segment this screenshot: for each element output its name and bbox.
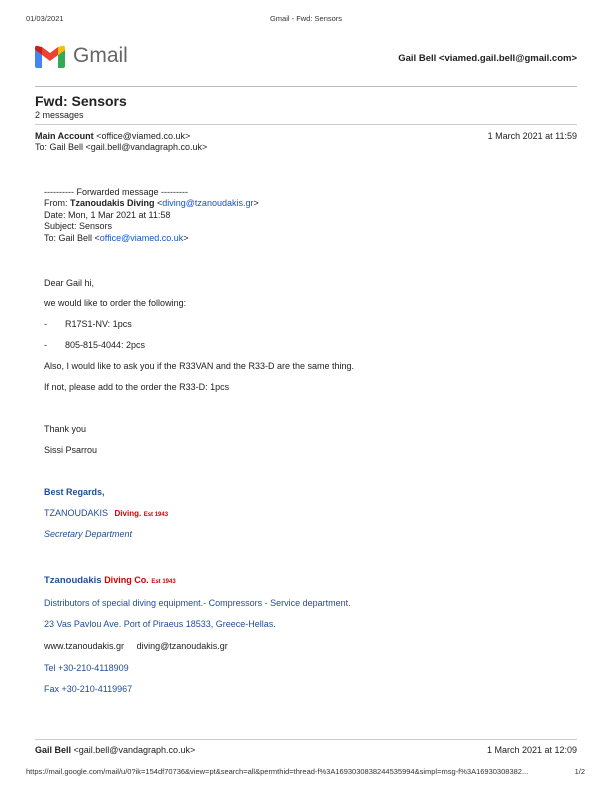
sender-name: Gail Bell (35, 745, 72, 755)
company-fax: Fax +30-210-4119967 (44, 684, 133, 694)
company-tel: Tel +30-210-4118909 (44, 663, 129, 673)
subject-divider (35, 124, 577, 125)
message-divider (35, 739, 577, 740)
company-heading-name: Tzanoudakis (44, 575, 102, 586)
sender-email[interactable]: <office@viamed.co.uk> (96, 131, 191, 141)
company-address: 23 Vas Pavlou Ave. Port of Piraeus 18533, Greece-Hellas. (44, 619, 276, 629)
forward-from-email-link[interactable]: diving@tzanoudakis.gr (162, 198, 254, 208)
company-website[interactable]: www.tzanoudakis.gr (44, 641, 125, 651)
bracket: > (253, 198, 259, 208)
forward-from-label: From: (44, 198, 70, 208)
signer-name: Sissi Psarrou (44, 445, 98, 455)
forward-from (44, 198, 259, 208)
message-recipient: To: Gail Bell <gail.bell@vandagraph.co.uk> (35, 142, 208, 152)
message-sender (35, 131, 190, 141)
company-description: Distributors of special diving equipment.- Compressors - Service department. (44, 598, 351, 608)
print-date: 01/03/2021 (26, 14, 64, 23)
header-divider (35, 86, 577, 87)
forward-date: Date: Mon, 1 Mar 2021 at 11:58 (44, 210, 171, 220)
order-item: 805-815-4044: 2pcs (65, 340, 146, 350)
sender-email[interactable]: <gail.bell@vandagraph.co.uk> (73, 745, 196, 755)
print-title: Gmail - Fwd: Sensors (269, 14, 343, 23)
thread-subject: Fwd: Sensors (35, 93, 127, 109)
message2-sender (35, 745, 195, 755)
forward-subject: Subject: Sensors (44, 221, 113, 231)
company-contact-line (44, 641, 228, 651)
department-line: Secretary Department (44, 529, 133, 539)
regards-line: Best Regards, (44, 487, 105, 497)
company-line (44, 508, 168, 518)
order-item-bullet: - (44, 340, 47, 350)
forward-separator: ---------- Forwarded message --------- (44, 187, 188, 197)
gmail-m-icon (35, 45, 65, 68)
company-email[interactable]: diving@tzanoudakis.gr (136, 641, 228, 651)
greeting: Dear Gail hi, (44, 278, 95, 288)
gmail-wordmark: Gmail (73, 44, 128, 67)
message2-date: 1 March 2021 at 12:09 (486, 745, 577, 755)
message-count: 2 messages (35, 110, 84, 120)
sender-name: Main Account (35, 131, 94, 141)
order-item: R17S1-NV: 1pcs (65, 319, 132, 329)
forward-to-label: To: Gail Bell < (44, 233, 100, 243)
company-heading-est: Est 1943 (151, 579, 176, 585)
company-diving: Diving. (114, 509, 142, 518)
forward-to-email-link[interactable]: office@viamed.co.uk (99, 233, 184, 243)
bracket: > (183, 233, 189, 243)
company-est: Est 1943 (143, 512, 169, 518)
company-name: TZANOUDAKIS (44, 508, 109, 518)
account-email: Gail Bell <viamed.gail.bell@gmail.com> (398, 53, 577, 64)
forward-to (44, 233, 189, 243)
order-item-bullet: - (44, 319, 47, 329)
thanks-line: Thank you (44, 424, 87, 434)
question-line: Also, I would like to ask you if the R33VAN and the R33-D are the same thing. (44, 361, 354, 371)
bracket: < (154, 198, 163, 208)
gmail-logo (35, 44, 135, 70)
company-heading-diving: Diving Co. (104, 575, 149, 585)
print-url: https://mail.google.com/mail/u/0?ik=154df70736&view=pt&search=all&permthid=thread-f%3A1693030838244535994&simpl=msg-f%3A16930308382... (26, 767, 529, 776)
message-date: 1 March 2021 at 11:59 (487, 131, 577, 141)
forward-from-name: Tzanoudakis Diving (70, 198, 155, 208)
followup-line: If not, please add to the order the R33-D: 1pcs (44, 382, 230, 392)
intro-line: we would like to order the following: (44, 298, 187, 308)
page-number: 1/2 (574, 767, 585, 776)
company-heading (44, 575, 176, 586)
